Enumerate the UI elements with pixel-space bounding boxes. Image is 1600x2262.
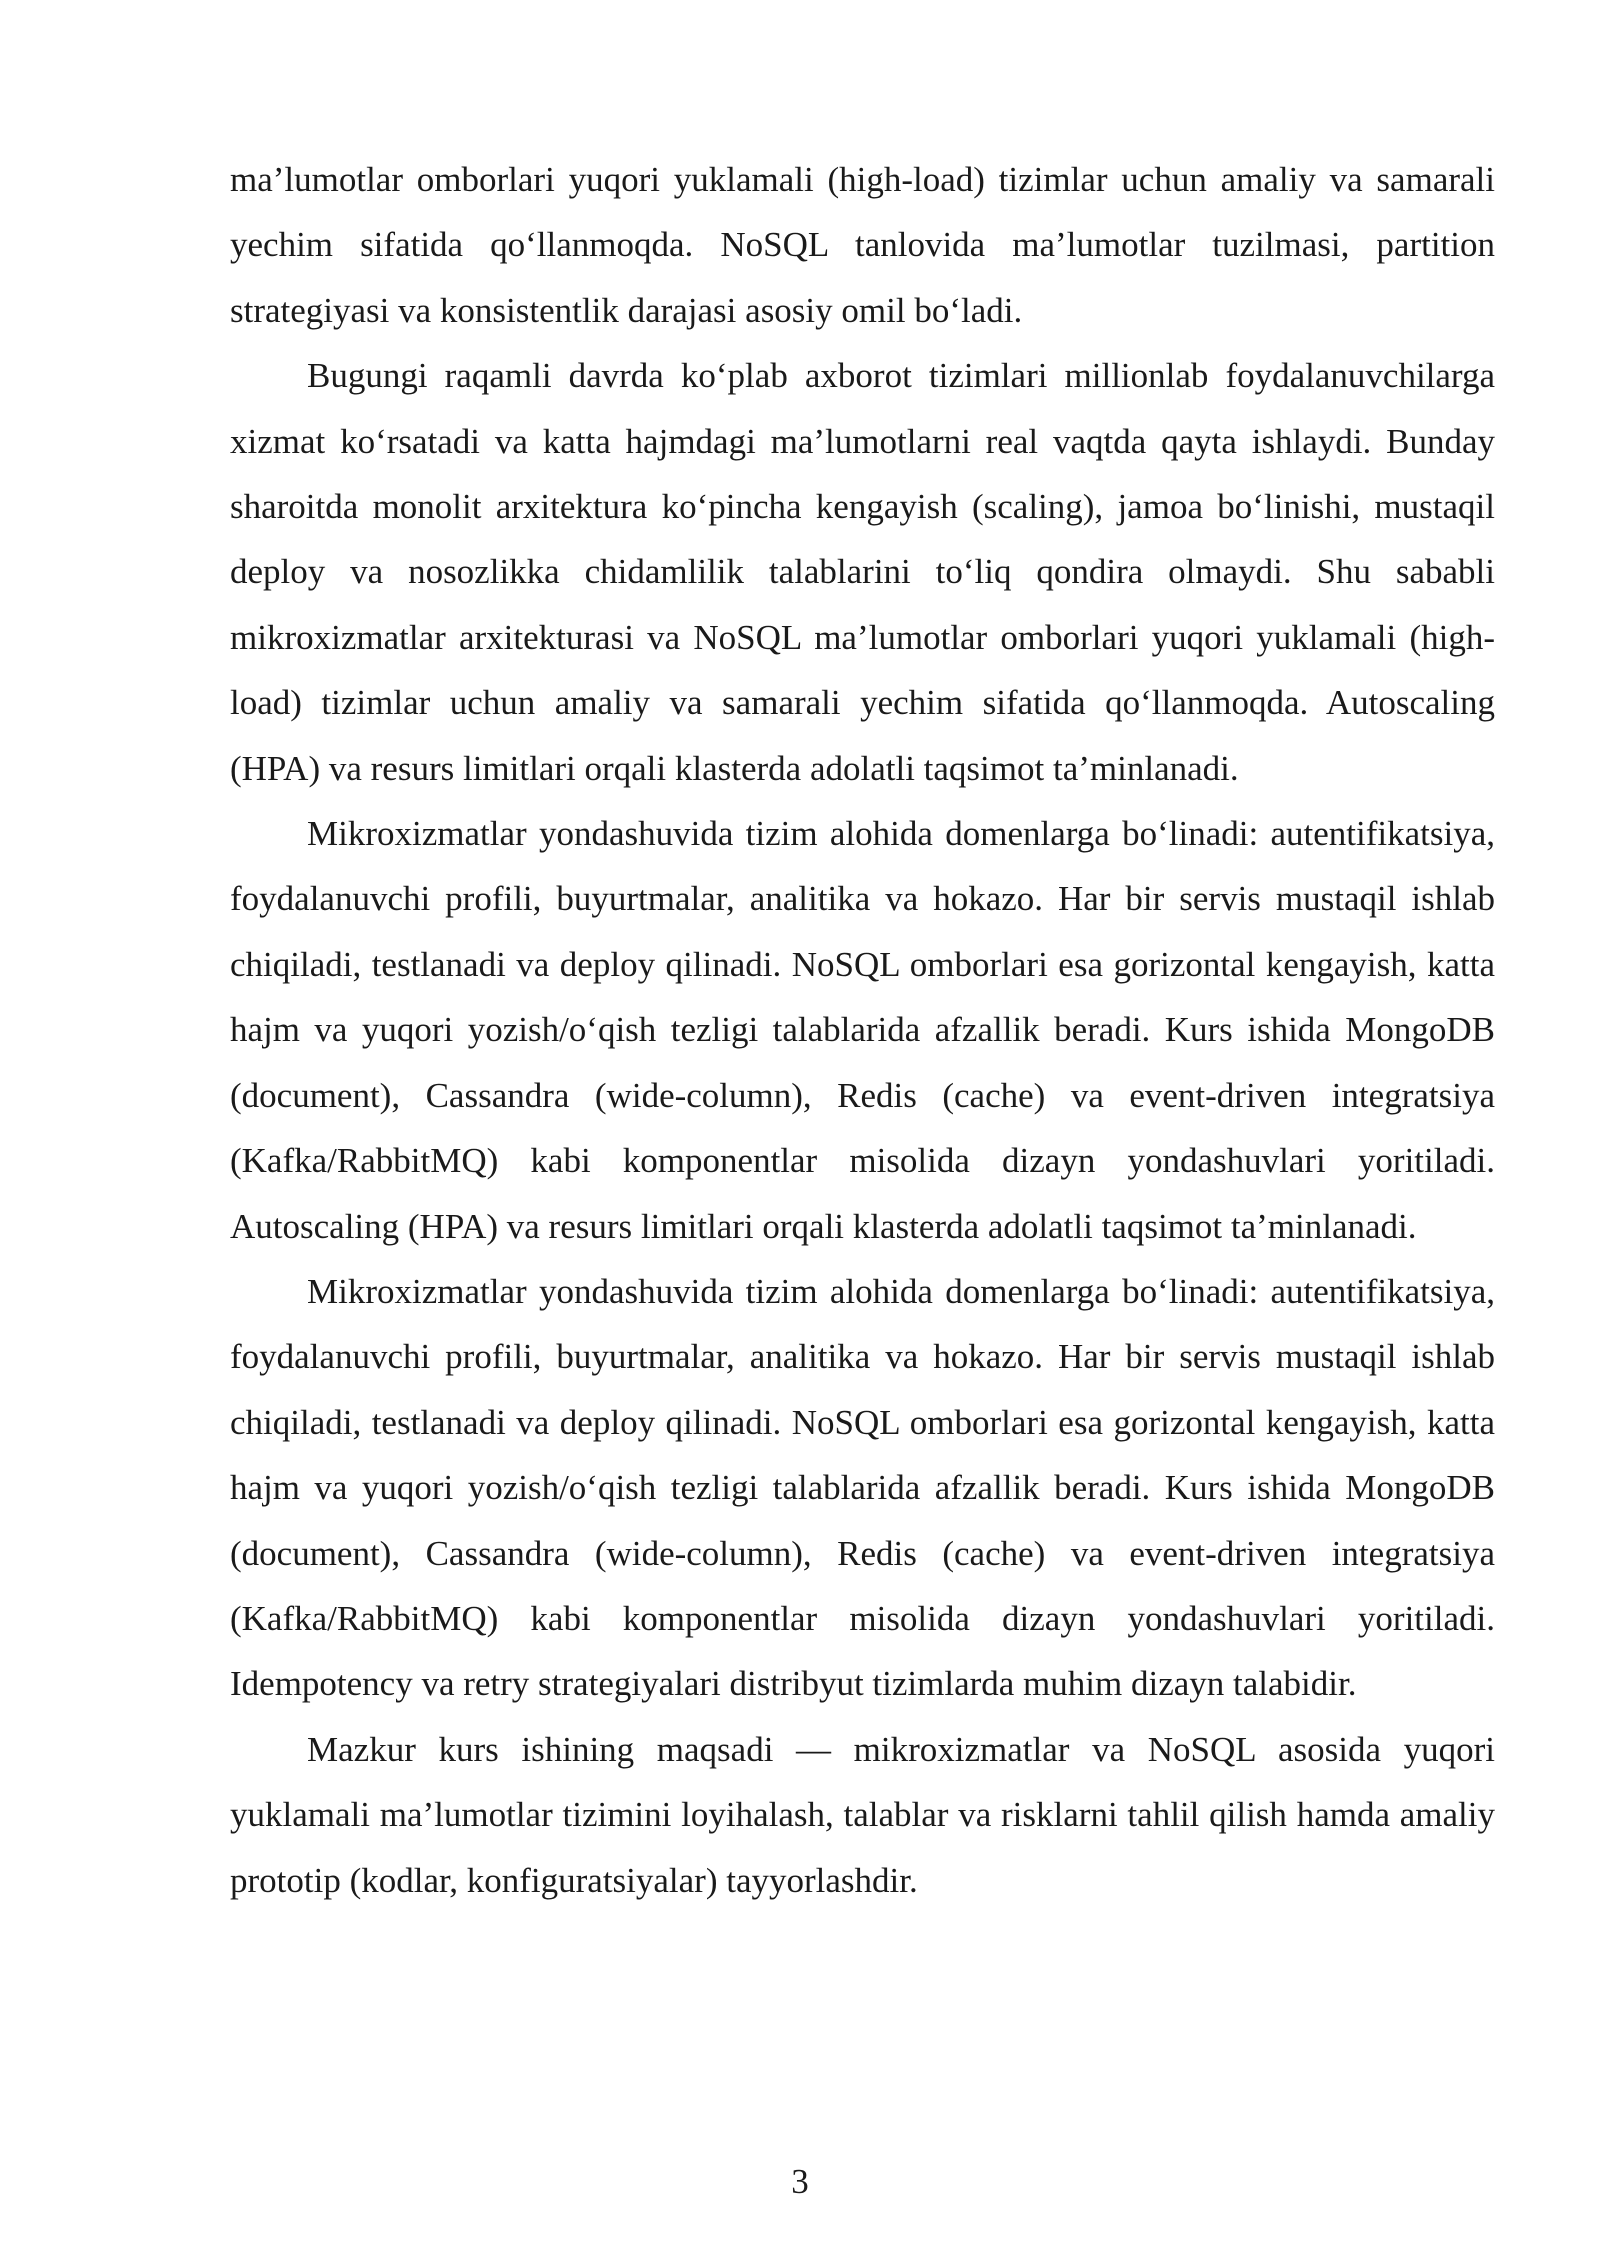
paragraph-microservices-1: Mikroxizmatlar yondashuvida tizim alohida domenlarga bo‘linadi: autentifikatsiya, foydalanuvchi profili, buyurtmalar, analitika va hokazo. Har bir servis mustaqil ishlab chiqiladi, testlanadi va deploy qilinadi. NoSQL omborlari esa gorizontal kengayish, katta hajm va yuqori yozish/o‘qish tezligi talablarida afzallik beradi. Kurs ishida MongoDB (document), Cassandra (wide-column), Redis (cache) va event-driven integratsiya (Kafka/RabbitMQ) kabi komponentlar misolida dizayn yondashuvlari yoritiladi. Autoscaling (HPA) va resurs limitlari orqali klasterda adolatli taqsimot ta’minlanadi.: [230, 814, 1495, 1246]
page-number: 3: [791, 2162, 809, 2201]
paragraph-intro: Bugungi raqamli davrda ko‘plab axborot tizimlari millionlab foydalanuvchilarga xizmat ko‘rsatadi va katta hajmdagi ma’lumotlarni real vaqtda qayta ishlaydi. Bunday sharoitda monolit arxitektura ko‘pincha kengayish (scaling), jamoa bo‘linishi, mustaqil deploy va nosozlikka chidamlilik talablarini to‘liq qondira olmaydi. Shu sababli mikroxizmatlar arxitekturasi va NoSQL ma’lumotlar omborlari yuqori yuklamali (high-load) tizimlar uchun amaliy va samarali yechim sifatida qo‘llanmoqda. Autoscaling (HPA) va resurs limitlari orqali klasterda adolatli taqsimot ta’minlanadi.: [230, 356, 1495, 788]
paragraph-goal: Mazkur kurs ishining maqsadi — mikroxizmatlar va NoSQL asosida yuqori yuklamali ma’lumotlar tizimini loyihalash, talablar va risklarni tahlil qilish hamda amaliy prototip (kodlar, konfiguratsiyalar) tayyorlashdir.: [230, 1729, 1495, 1900]
paragraph-microservices-2: Mikroxizmatlar yondashuvida tizim alohida domenlarga bo‘linadi: autentifikatsiya, foydalanuvchi profili, buyurtmalar, analitika va hokazo. Har bir servis mustaqil ishlab chiqiladi, testlanadi va deploy qilinadi. NoSQL omborlari esa gorizontal kengayish, katta hajm va yuqori yozish/o‘qish tezligi talablarida afzallik beradi. Kurs ishida MongoDB (document), Cassandra (wide-column), Redis (cache) va event-driven integratsiya (Kafka/RabbitMQ) kabi komponentlar misolida dizayn yondashuvlari yoritiladi. Idempotency va retry strategiyalari distribyut tizimlarda muhim dizayn talabidir.: [230, 1271, 1495, 1704]
body-text: [230, 147, 1495, 1913]
paragraph-continuation: ma’lumotlar omborlari yuqori yuklamali (high-load) tizimlar uchun amaliy va samarali yechim sifatida qo‘llanmoqda. NoSQL tanlovida ma’lumotlar tuzilmasi, partition strategiyasi va konsistentlik darajasi asosiy omil bo‘ladi.: [230, 160, 1495, 330]
